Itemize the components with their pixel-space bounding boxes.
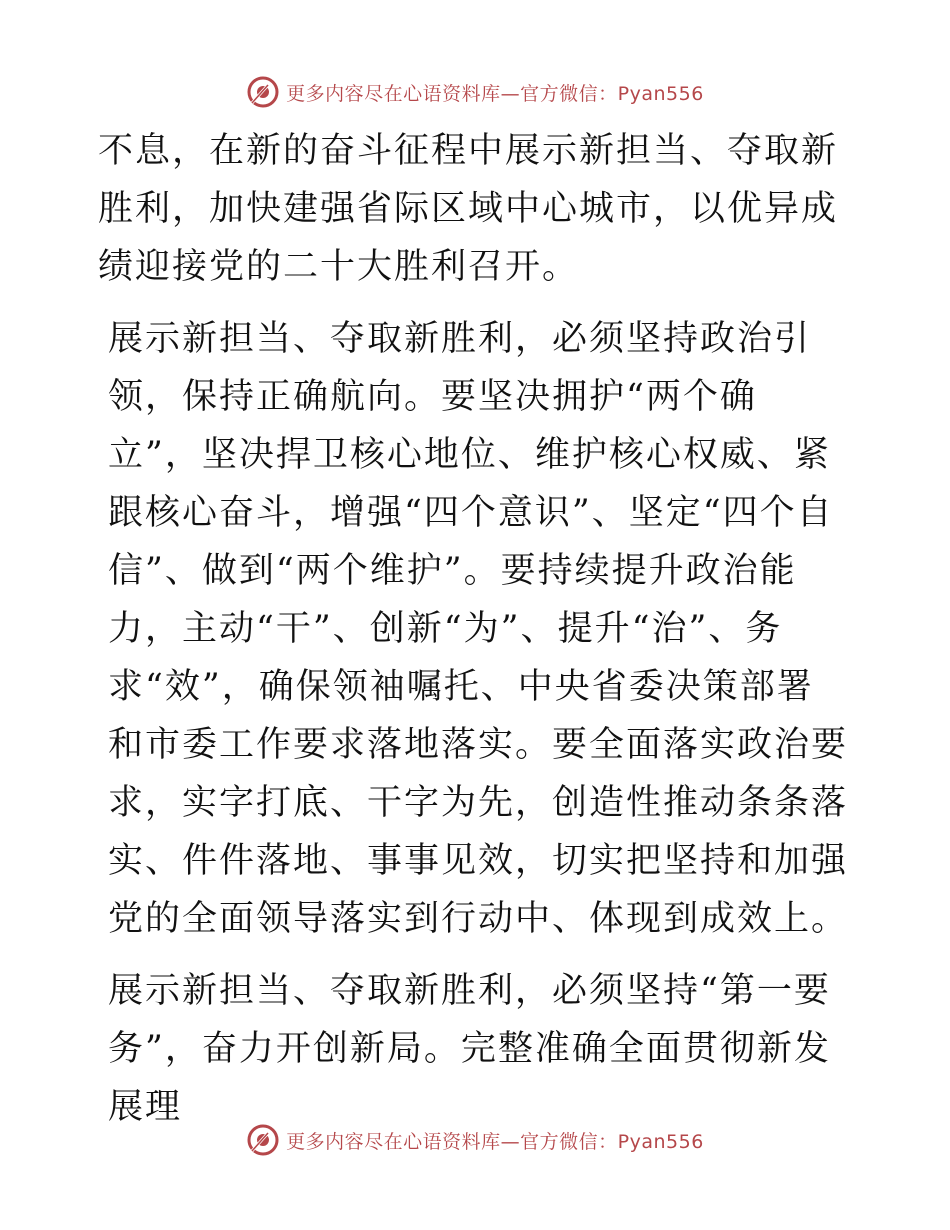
logo-icon (246, 75, 280, 109)
paragraph: 不息，在新的奋斗征程中展示新担当、夺取新胜利，加快建强省际区域中心城市，以优异成绩迎接党的二十大胜利召开。 (98, 131, 839, 287)
document-body (98, 122, 850, 1136)
paragraph: 展示新担当、夺取新胜利，必须坚持政治引领，保持正确航向。要坚决拥护“两个确立”，坚决捍卫核心地位、维护核心权威、紧跟核心奋斗，增强“四个意识”、坚定“四个自信”、做到“两个维护”。要持续提升政治能力，主动“干”、创新“为”、提升“治”、务求“效”，确保领袖嘱托、中央省委决策部署和市委工作要求落地落实。要全面落实政治要求，实字打底、干字为先，创造性推动条条落实、件件落地、事事见效，切实把坚持和加强党的全面领导落实到行动中、体现到成效上。 (108, 319, 849, 939)
logo-icon (246, 1123, 280, 1157)
footer-watermark (0, 1120, 950, 1160)
watermark-text: 更多内容尽在心语资料库—官方微信：Pyan556 (286, 82, 704, 105)
header-watermark (0, 72, 950, 112)
watermark-text: 更多内容尽在心语资料库—官方微信：Pyan556 (286, 1130, 704, 1153)
paragraph: 展示新担当、夺取新胜利，必须坚持“第一要务”，奋力开创新局。完整准确全面贯彻新发展理 (108, 971, 831, 1127)
